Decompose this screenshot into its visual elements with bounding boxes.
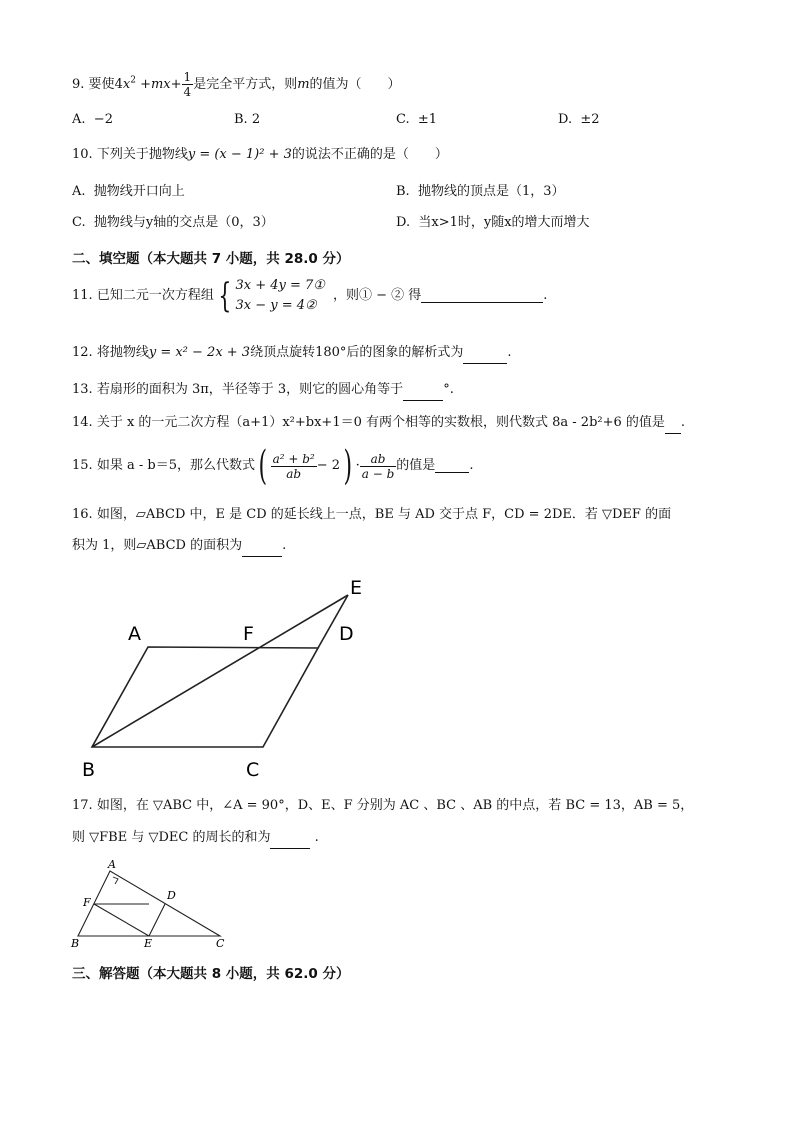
question-11 (72, 276, 547, 316)
numerator: ab (360, 452, 397, 467)
question-number: 17. (72, 798, 93, 813)
option-label: C. (396, 112, 410, 127)
period: . (282, 538, 287, 553)
question-13 (72, 380, 454, 401)
term-mx: mx (150, 77, 171, 92)
question-text: 如图，在 ▽ABC 中，∠A = 90°，D、E、F 分别为 AC 、BC 、AB 的中点，若 BC = 13，AB = 5， (96, 798, 694, 813)
question-number: 9. (72, 77, 85, 92)
question-text-pre: 要使 (88, 77, 115, 92)
question-text-pre: 下列关于抛物线 (96, 147, 188, 162)
denominator: 4 (183, 85, 192, 99)
question-text-post: 的值是 (396, 458, 436, 473)
q9-option-b[interactable] (234, 110, 260, 130)
fraction-ab (360, 452, 397, 481)
period: . (314, 830, 319, 845)
label-a: A (128, 623, 141, 645)
answer-blank[interactable] (403, 380, 443, 401)
question-number: 13. (72, 382, 93, 397)
answer-blank[interactable] (435, 460, 469, 473)
option-text: 2 (251, 112, 261, 127)
label-d: D (339, 623, 354, 645)
option-label: B. (396, 184, 410, 199)
question-number: 11. (72, 288, 93, 303)
var-m: m (297, 77, 310, 92)
option-text: 抛物线开口向上 (93, 184, 185, 199)
question-number: 16. (72, 507, 93, 522)
equation-system (235, 276, 324, 316)
label-e: E (144, 937, 153, 950)
label-f: F (83, 896, 91, 909)
option-label: D. (396, 215, 411, 230)
period: . (680, 415, 686, 430)
question-text: 如图，▱ABCD 中，E 是 CD 的延长线上一点，BE 与 AD 交于点 F，CD = 2DE．若 ▽DEF 的面 (96, 507, 672, 522)
label-c: C (216, 937, 225, 950)
q10-option-a[interactable] (72, 182, 185, 202)
question-number: 14. (72, 415, 93, 430)
plus-sign: + (140, 77, 151, 92)
question-text: 则 ▽FBE 与 ▽DEC 的周长的和为 (72, 830, 271, 845)
figure-right-triangle (68, 855, 238, 950)
q10-option-d[interactable] (396, 213, 590, 233)
question-number: 10. (72, 147, 93, 162)
equation-2: 3x − y = 4② (235, 298, 317, 313)
section-heading-fill-blank: 二、填空题（本大题共 7 小题，共 28.0 分） (72, 251, 350, 267)
question-text-post: 是完全平方式，则 (193, 77, 298, 92)
coef: 4 (114, 77, 123, 92)
period: . (507, 345, 512, 360)
q9-option-d[interactable] (558, 110, 600, 130)
question-text-tail: 的值为（ ） (309, 77, 401, 92)
parabola-expression: y = x² − 2x + 3 (148, 345, 251, 360)
option-text: 抛物线与y轴的交点是（0，3） (93, 215, 274, 230)
option-label: D. (558, 112, 573, 127)
equation-1: 3x + 4y = 7① (235, 278, 325, 293)
left-paren: ( (258, 443, 268, 489)
label-e: E (350, 577, 363, 599)
question-15 (72, 443, 474, 489)
option-label: B. (234, 112, 248, 127)
question-16-line-2 (72, 536, 286, 557)
degree-period: °. (443, 382, 454, 397)
numerator: a² + b² (272, 451, 315, 466)
answer-blank[interactable] (270, 828, 310, 849)
question-number: 15. (72, 458, 93, 473)
question-number: 12. (72, 345, 93, 360)
question-10 (72, 145, 448, 165)
denominator: a − b (361, 466, 395, 481)
segment-fe (94, 904, 149, 936)
question-text: 若扇形的面积为 3π，半径等于 3，则它的圆心角等于 (96, 382, 404, 397)
q9-option-c[interactable] (396, 110, 437, 130)
question-text-post: 绕顶点旋转180°后的图象的解析式为 (250, 345, 464, 360)
question-text-post: ，则① − ② 得 (332, 288, 422, 303)
section-heading-answer-questions: 三、解答题（本大题共 8 小题，共 62.0 分） (72, 966, 350, 982)
option-label: C. (72, 215, 86, 230)
segment-de (149, 904, 165, 936)
period: . (469, 458, 474, 473)
exponent: 2 (130, 75, 136, 86)
question-text-post: 的说法不正确的是（ ） (291, 147, 448, 162)
period: . (543, 288, 548, 303)
label-c: C (246, 759, 260, 781)
label-d: D (167, 889, 176, 902)
question-14 (72, 413, 685, 434)
right-paren: ) (343, 443, 353, 489)
answer-blank[interactable] (242, 536, 282, 557)
parabola-expression: y = (x − 1)² + 3 (187, 147, 292, 162)
question-17-line-2 (72, 828, 319, 849)
q10-option-b[interactable] (396, 182, 565, 202)
q9-option-a[interactable] (72, 110, 113, 130)
question-17-line-1 (72, 796, 693, 816)
question-9 (72, 70, 401, 99)
question-12 (72, 343, 512, 364)
question-16-line-1 (72, 505, 671, 525)
label-b: B (82, 759, 96, 781)
answer-blank[interactable] (421, 290, 543, 303)
option-text: −2 (93, 112, 113, 127)
label-a: A (108, 858, 116, 871)
option-text: ±1 (417, 112, 438, 127)
question-text-pre: 已知二元一次方程组 (96, 288, 214, 303)
q10-option-c[interactable] (72, 213, 274, 233)
parallelogram-abcd (92, 647, 318, 747)
numerator: 1 (183, 70, 192, 84)
brace-icon: { (218, 276, 232, 316)
question-text: 关于 x 的一元二次方程（a+1）x²+bx+1＝0 有两个相等的实数根，则代数式 8a - 2b²+6 的值是 (96, 415, 665, 430)
option-text: 抛物线的顶点是（1，3） (417, 184, 565, 199)
right-angle-icon (113, 877, 118, 884)
denominator: ab (286, 466, 302, 481)
segment-be (92, 595, 348, 747)
option-text: ±2 (580, 112, 600, 127)
label-b: B (71, 937, 80, 950)
question-text: 积为 1，则▱ABCD 的面积为 (72, 538, 243, 553)
multiply-dot: · (355, 458, 360, 473)
figure-parallelogram (80, 570, 380, 785)
question-text-pre: 将抛物线 (96, 345, 149, 360)
minus-two: − 2 (316, 458, 341, 473)
label-f: F (243, 623, 254, 645)
var-x: x (122, 77, 131, 92)
fraction-one-quarter (182, 70, 194, 99)
answer-blank[interactable] (665, 413, 681, 434)
option-label: A. (72, 184, 86, 199)
answer-blank[interactable] (463, 343, 507, 364)
question-text-pre: 如果 a - b＝5，那么代数式 (96, 458, 255, 473)
fraction-sum-squares (271, 452, 317, 481)
plus-sign: + (170, 77, 182, 92)
option-label: A. (72, 112, 86, 127)
option-text: 当x>1时，y随x的增大而增大 (418, 215, 590, 230)
